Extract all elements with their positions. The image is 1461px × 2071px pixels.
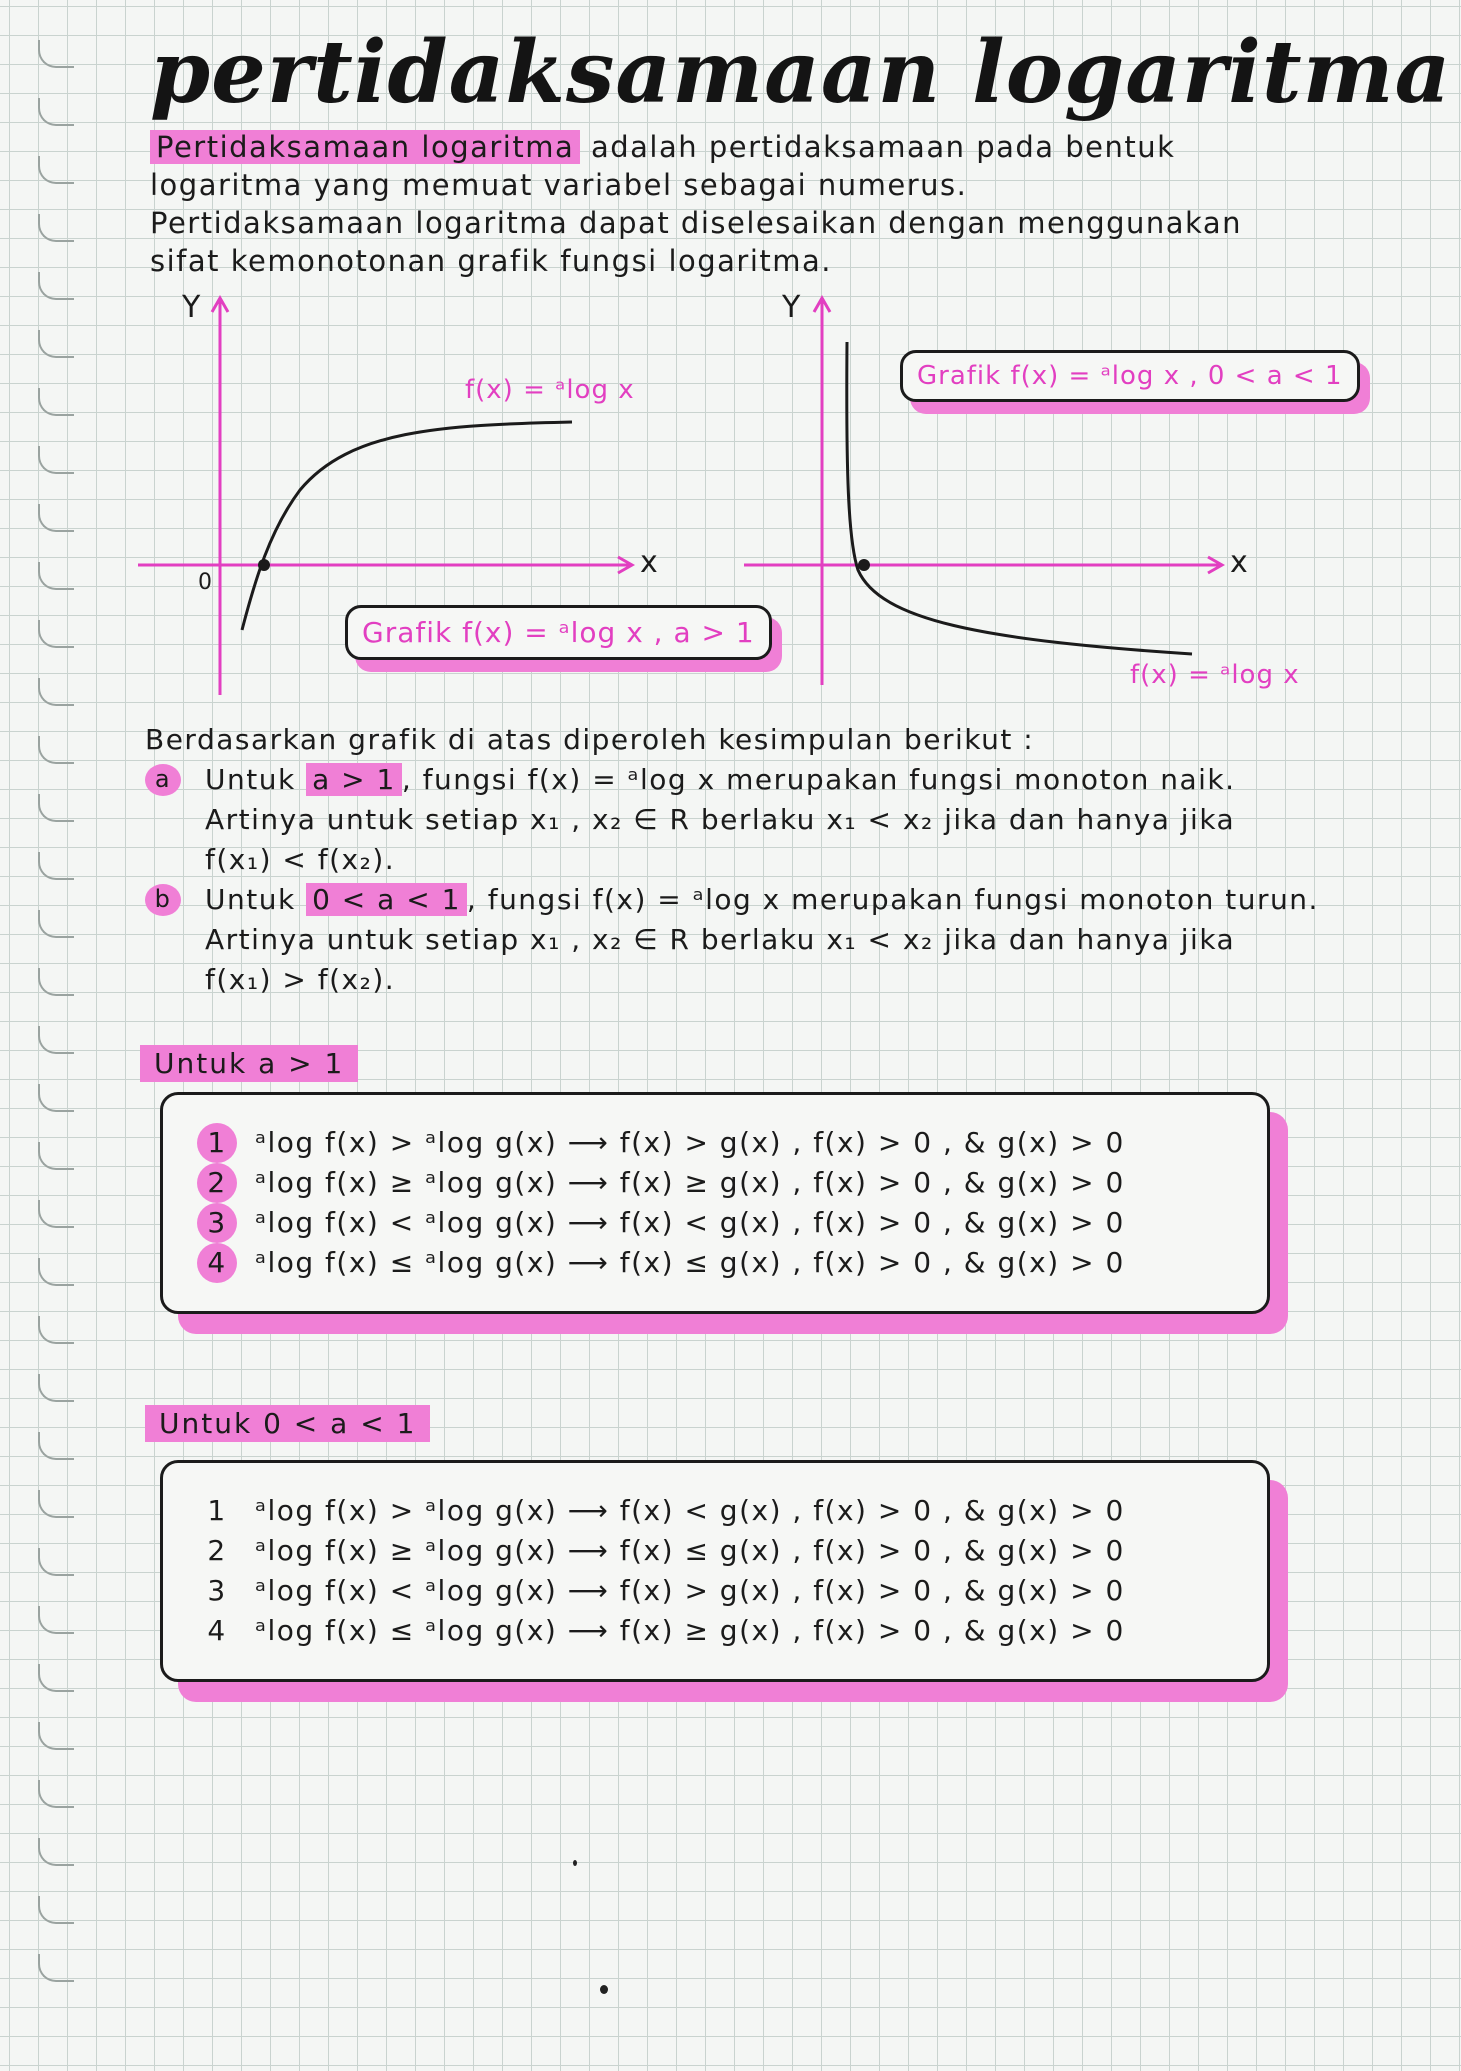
rule-text: ᵃlog f(x) < ᵃlog g(x) ⟶ f(x) > g(x) , f(x) > 0 , & g(x) > 0 (255, 1574, 1125, 1607)
item-b-post: , fungsi f(x) = ᵃlog x merupakan fungsi monoton turun. (466, 883, 1319, 916)
binder-hole (38, 1954, 74, 1982)
binder-hole (38, 214, 74, 242)
rules-box-a-between-0-1 (160, 1460, 1270, 1682)
binder-hole (38, 1490, 74, 1518)
rule-row (197, 1571, 1237, 1611)
conclusion-item-b (145, 880, 1395, 1000)
binder-hole (38, 1084, 74, 1112)
rule-row (197, 1243, 1237, 1283)
log-curve-increasing (242, 422, 572, 630)
graph-caption-box: Grafik f(x) = ᵃlog x , 0 < a < 1 (900, 350, 1360, 402)
page-title: pertidaksamaan logaritma (150, 22, 1452, 123)
intro-line4: sifat kemonotonan grafik fungsi logaritma. (150, 244, 833, 278)
binder-hole (38, 1664, 74, 1692)
rule-text: ᵃlog f(x) ≥ ᵃlog g(x) ⟶ f(x) ≤ g(x) , f(x) > 0 , & g(x) > 0 (255, 1534, 1125, 1567)
item-a-post: , fungsi f(x) = ᵃlog x merupakan fungsi monoton naik. (401, 763, 1236, 796)
item-b-line3: f(x₁) > f(x₂). (205, 963, 396, 996)
binder-hole (38, 678, 74, 706)
graph-decreasing (730, 290, 1350, 710)
item-b-line2: Artinya untuk setiap x₁ , x₂ ∈ R berlaku x₁ < x₂ jika dan hanya jika (205, 923, 1236, 956)
binder-hole (38, 156, 74, 184)
function-label: f(x) = ᵃlog x (1130, 660, 1300, 690)
binder-hole (38, 330, 74, 358)
rule-number: 2 (197, 1163, 237, 1203)
item-b-pre: Untuk (205, 883, 307, 916)
rules-box-a-greater-1 (160, 1092, 1270, 1314)
rule-number: 3 (197, 1203, 237, 1243)
item-b-condition: 0 < a < 1 (306, 883, 467, 916)
rule-text: ᵃlog f(x) < ᵃlog g(x) ⟶ f(x) < g(x) , f(x) > 0 , & g(x) > 0 (255, 1206, 1125, 1239)
x-intercept-point (258, 559, 270, 571)
binder-hole (38, 736, 74, 764)
origin-label: 0 (198, 570, 212, 595)
intro-paragraph (150, 128, 1290, 280)
y-axis-label: Y (782, 290, 801, 325)
intro-line3: Pertidaksamaan logaritma dapat diselesaikan dengan menggunakan (150, 206, 1242, 240)
binder-hole (38, 504, 74, 532)
binder-hole (38, 1200, 74, 1228)
term-highlight: Pertidaksamaan logaritma (150, 130, 580, 164)
binder-hole (38, 40, 74, 68)
binder-hole (38, 1722, 74, 1750)
rule-text: ᵃlog f(x) ≤ ᵃlog g(x) ⟶ f(x) ≤ g(x) , f(x) > 0 , & g(x) > 0 (255, 1246, 1125, 1279)
function-label: f(x) = ᵃlog x (465, 375, 635, 405)
binder-hole (38, 388, 74, 416)
y-axis-label: Y (182, 290, 201, 325)
rule-number: 4 (197, 1243, 237, 1283)
binder-hole (38, 620, 74, 648)
binder-hole (38, 272, 74, 300)
x-axis-label: x (640, 545, 658, 580)
rule-text: ᵃlog f(x) > ᵃlog g(x) ⟶ f(x) > g(x) , f(x) > 0 , & g(x) > 0 (255, 1126, 1125, 1159)
item-a-condition: a > 1 (306, 763, 402, 796)
conclusion-item-a (145, 760, 1395, 880)
ink-dot (600, 1985, 608, 1994)
binder-hole (38, 1606, 74, 1634)
rule-number: 4 (207, 1614, 227, 1647)
intro-line2: logaritma yang memuat variabel sebagai numerus. (150, 168, 968, 202)
binder-hole (38, 446, 74, 474)
binder-hole (38, 1896, 74, 1924)
binder-hole (38, 968, 74, 996)
binder-hole (38, 562, 74, 590)
rule-row (197, 1611, 1237, 1651)
binder-hole (38, 1780, 74, 1808)
binder-hole (38, 1316, 74, 1344)
ink-dot (573, 1860, 577, 1866)
rule-number: 3 (207, 1574, 227, 1607)
rule-number: 1 (197, 1123, 237, 1163)
section-label-a-greater-1: Untuk a > 1 (140, 1045, 358, 1082)
binder-hole (38, 1548, 74, 1576)
binder-hole (38, 1432, 74, 1460)
binder-hole (38, 852, 74, 880)
binder-hole (38, 1374, 74, 1402)
badge-b: b (145, 884, 181, 916)
binder-hole (38, 1838, 74, 1866)
rule-row (197, 1531, 1237, 1571)
rule-number: 2 (207, 1534, 227, 1567)
rule-row (197, 1163, 1237, 1203)
item-a-line2: Artinya untuk setiap x₁ , x₂ ∈ R berlaku x₁ < x₂ jika dan hanya jika (205, 803, 1236, 836)
rule-text: ᵃlog f(x) ≥ ᵃlog g(x) ⟶ f(x) ≥ g(x) , f(x) > 0 , & g(x) > 0 (255, 1166, 1125, 1199)
conclusion-intro: Berdasarkan grafik di atas diperoleh kesimpulan berikut : (145, 723, 1035, 756)
binder-hole (38, 1142, 74, 1170)
rule-number: 1 (207, 1494, 227, 1527)
binder-holes (38, 40, 78, 2020)
graph-increasing (120, 290, 755, 710)
binder-hole (38, 1026, 74, 1054)
section-label-a-between-0-1: Untuk 0 < a < 1 (145, 1405, 430, 1442)
conclusion-block (145, 720, 1395, 1000)
rule-row (197, 1123, 1237, 1163)
rule-row (197, 1491, 1237, 1531)
rule-text: ᵃlog f(x) > ᵃlog g(x) ⟶ f(x) < g(x) , f(x) > 0 , & g(x) > 0 (255, 1494, 1125, 1527)
rule-row (197, 1203, 1237, 1243)
item-a-line3: f(x₁) < f(x₂). (205, 843, 396, 876)
binder-hole (38, 794, 74, 822)
x-intercept-point (858, 559, 870, 571)
graph-caption-box: Grafik f(x) = ᵃlog x , a > 1 (345, 605, 772, 660)
x-axis-label: x (1230, 545, 1248, 580)
binder-hole (38, 1258, 74, 1286)
binder-hole (38, 98, 74, 126)
rule-text: ᵃlog f(x) ≤ ᵃlog g(x) ⟶ f(x) ≥ g(x) , f(x) > 0 , & g(x) > 0 (255, 1614, 1125, 1647)
item-a-pre: Untuk (205, 763, 307, 796)
binder-hole (38, 910, 74, 938)
intro-line1: adalah pertidaksamaan pada bentuk (580, 130, 1176, 164)
badge-a: a (145, 764, 181, 796)
